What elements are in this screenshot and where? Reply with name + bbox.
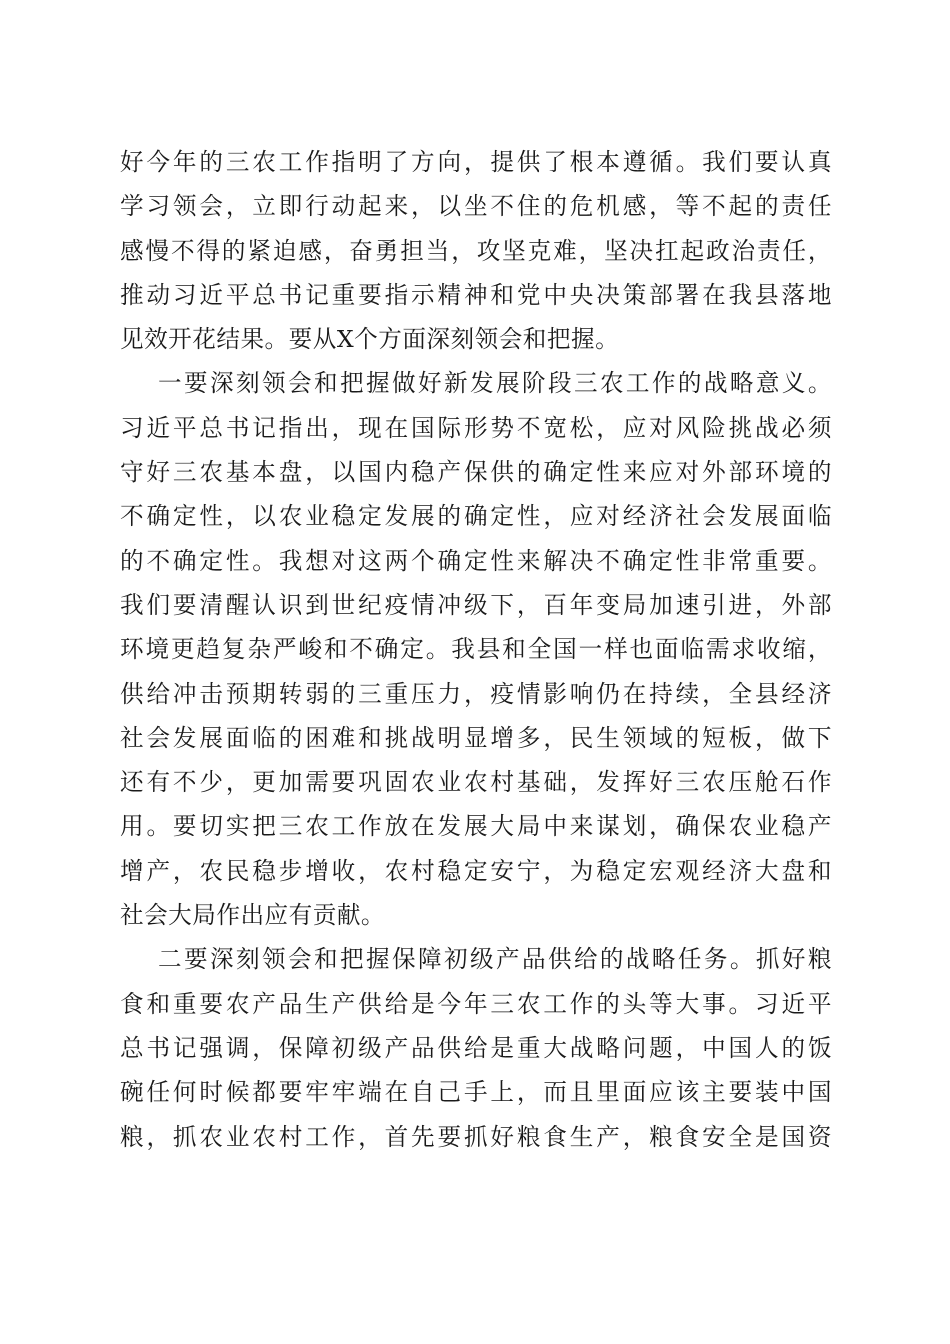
text-line: 用。要切实把三农工作放在发展大局中来谋划，确保农业稳产 <box>120 812 832 841</box>
text-line: 守好三农基本盘，以国内稳产保供的确定性来应对外部环境的 <box>120 458 832 487</box>
text-line: 增产，农民稳步增收，农村稳定安宁，为稳定宏观经济大盘和 <box>120 856 832 885</box>
text-line: 总书记强调，保障初级产品供给是重大战略问题，中国人的饭 <box>120 1033 832 1062</box>
paragraph-strategic-significance <box>120 361 832 937</box>
text-line: 食和重要农产品生产供给是今年三农工作的头等大事。习近平 <box>120 989 832 1018</box>
text-line: 碗任何时候都要牢牢端在自己手上，而且里面应该主要装中国 <box>120 1078 832 1107</box>
text-line: 学习领会，立即行动起来，以坐不住的危机感，等不起的责任 <box>120 192 832 221</box>
body-text <box>120 140 832 1159</box>
text-line: 不确定性，以农业稳定发展的确定性，应对经济社会发展面临 <box>120 502 832 531</box>
text-line: 感慢不得的紧迫感，奋勇担当，攻坚克难，坚决扛起政治责任， <box>120 236 832 265</box>
text-line: 好今年的三农工作指明了方向，提供了根本遵循。我们要认真 <box>120 148 832 176</box>
text-line: 粮，抓农业农村工作，首先要抓好粮食生产，粮食安全是国资 <box>120 1122 832 1151</box>
paragraph-primary-products <box>120 937 832 1158</box>
text-line: 推动习近平总书记重要指示精神和党中央决策部署在我县落地 <box>120 280 832 309</box>
paragraph-continuation <box>120 140 832 361</box>
text-line: 习近平总书记指出，现在国际形势不宽松，应对风险挑战必须 <box>120 413 832 442</box>
text-line: 社会发展面临的困难和挑战明显增多，民生领域的短板，做下 <box>120 723 832 752</box>
text-line: 见效开花结果。要从X个方面深刻领会和把握。 <box>120 325 620 354</box>
text-line: 环境更趋复杂严峻和不确定。我县和全国一样也面临需求收缩， <box>120 635 832 664</box>
text-line: 二要深刻领会和把握保障初级产品供给的战略任务。抓好粮 <box>158 945 832 974</box>
text-line: 社会大局作出应有贡献。 <box>120 901 386 930</box>
text-line: 还有不少，更加需要巩固农业农村基础，发挥好三农压舱石作 <box>120 768 832 797</box>
text-line: 供给冲击预期转弱的三重压力，疫情影响仍在持续，全县经济 <box>120 679 832 708</box>
text-line: 的不确定性。我想对这两个确定性来解决不确定性非常重要。 <box>120 546 832 575</box>
text-line: 我们要清醒认识到世纪疫情冲级下，百年变局加速引进，外部 <box>120 590 832 619</box>
text-line: 一要深刻领会和把握做好新发展阶段三农工作的战略意义。 <box>158 369 832 398</box>
